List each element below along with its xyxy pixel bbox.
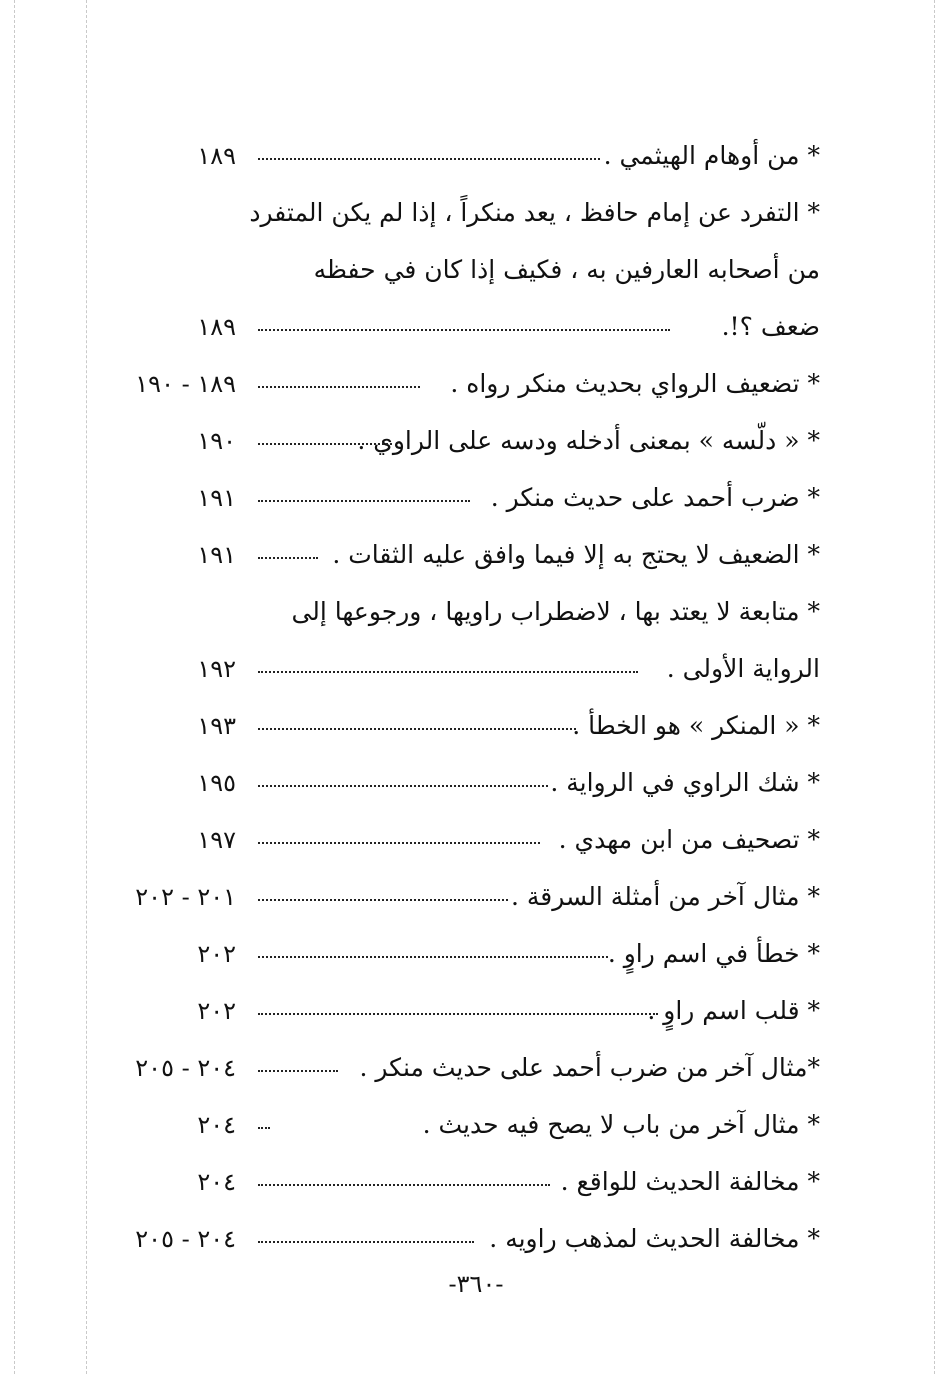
entry-page-number: ٢٠٢ [197,997,236,1025]
leader-dots [258,728,576,730]
entry-page-number: ٢٠١ - ٢٠٢ [135,883,236,911]
leader-dots [258,500,470,502]
toc-entry [100,413,820,470]
toc-entry [100,584,820,698]
entry-page-number: ٢٠٢ [197,940,236,968]
toc-entry [100,1154,820,1211]
entry-text: * ضرب أحمد على حديث منكر . [490,483,820,512]
entry-text: * تضعيف الرواي بحديث منكر رواه . [450,369,820,398]
leader-dots [258,1070,338,1072]
toc-entry [100,128,820,185]
entry-text: من أصحابه العارفين به ، فكيف إذا كان في حفظه [313,255,820,284]
entry-page-number: ١٩٧ [197,826,236,854]
entry-page-number: ١٩٠ [197,427,236,455]
leader-dots [258,785,548,787]
footer-page-number: -٣٦٠- [448,1270,504,1298]
entry-text: * تصحيف من ابن مهدي . [558,825,820,854]
toc-entry [100,470,820,527]
entry-page-number: ١٨٩ - ١٩٠ [135,370,236,398]
leader-dots [258,1127,270,1129]
toc-entry [100,983,820,1040]
scan-edge-line [14,0,15,1374]
entry-page-number: ١٨٩ [197,313,236,341]
toc-entry [100,1211,820,1268]
entry-text: * من أوهام الهيثمي . [603,141,820,170]
toc-entry [100,926,820,983]
entry-text: * قلب اسم راوٍ . [647,996,820,1025]
toc-entry [100,1097,820,1154]
entry-text: * مثال آخر من أمثلة السرقة . [510,882,820,911]
leader-dots [258,386,420,388]
entry-page-number: ٢٠٤ [197,1168,236,1196]
leader-dots [258,329,670,331]
leader-dots [258,557,318,559]
entry-page-number: ١٩١ [197,484,236,512]
entry-page-number: ١٩٣ [197,712,236,740]
entry-page-number: ١٩٥ [197,769,236,797]
leader-dots [258,443,392,445]
entry-text: *مثال آخر من ضرب أحمد على حديث منكر . [359,1053,820,1082]
toc-entry [100,356,820,413]
scan-edge-line [86,0,87,1374]
entry-text: * مخالفة الحديث لمذهب راويه . [489,1224,820,1253]
toc-entry [100,527,820,584]
toc-entry [100,755,820,812]
entry-text: * متابعة لا يعتد بها ، لاضطراب راويها ، ورجوعها إلى [291,597,820,626]
entry-page-number: ٢٠٤ [197,1111,236,1139]
entry-text: * « المنكر » هو الخطأ . [572,711,820,740]
leader-dots [258,671,638,673]
toc-entry [100,812,820,869]
entry-page-number: ٢٠٤ - ٢٠٥ [135,1225,236,1253]
leader-dots [258,899,508,901]
entry-text: * « دلّسه » بمعنى أدخله ودسه على الراوي . [357,426,820,455]
scan-edge-line [934,0,935,1374]
entry-text: الرواية الأولى . [666,654,820,683]
entry-text: * خطأ في اسم راوٍ . [607,939,820,968]
table-of-contents [100,128,820,1268]
toc-entry [100,698,820,755]
entry-text: * مثال آخر من باب لا يصح فيه حديث . [422,1110,820,1139]
leader-dots [258,1184,550,1186]
entry-text: * شك الراوي في الرواية . [550,768,820,797]
toc-entry [100,185,820,356]
entry-page-number: ١٨٩ [197,142,236,170]
entry-text: * الضعيف لا يحتج به إلا فيما وافق عليه الثقات . [332,540,820,569]
entry-text: * مخالفة الحديث للواقع . [560,1167,820,1196]
leader-dots [258,842,540,844]
leader-dots [258,956,608,958]
entry-text: * التفرد عن إمام حافظ ، يعد منكراً ، إذا لم يكن المتفرد [249,198,820,227]
leader-dots [258,1013,658,1015]
entry-page-number: ١٩١ [197,541,236,569]
entry-page-number: ٢٠٤ - ٢٠٥ [135,1054,236,1082]
leader-dots [258,1241,474,1243]
entry-page-number: ١٩٢ [197,655,236,683]
entry-text: ضعف ؟!. [721,312,820,341]
leader-dots [258,158,600,160]
toc-entry [100,1040,820,1097]
toc-entry [100,869,820,926]
